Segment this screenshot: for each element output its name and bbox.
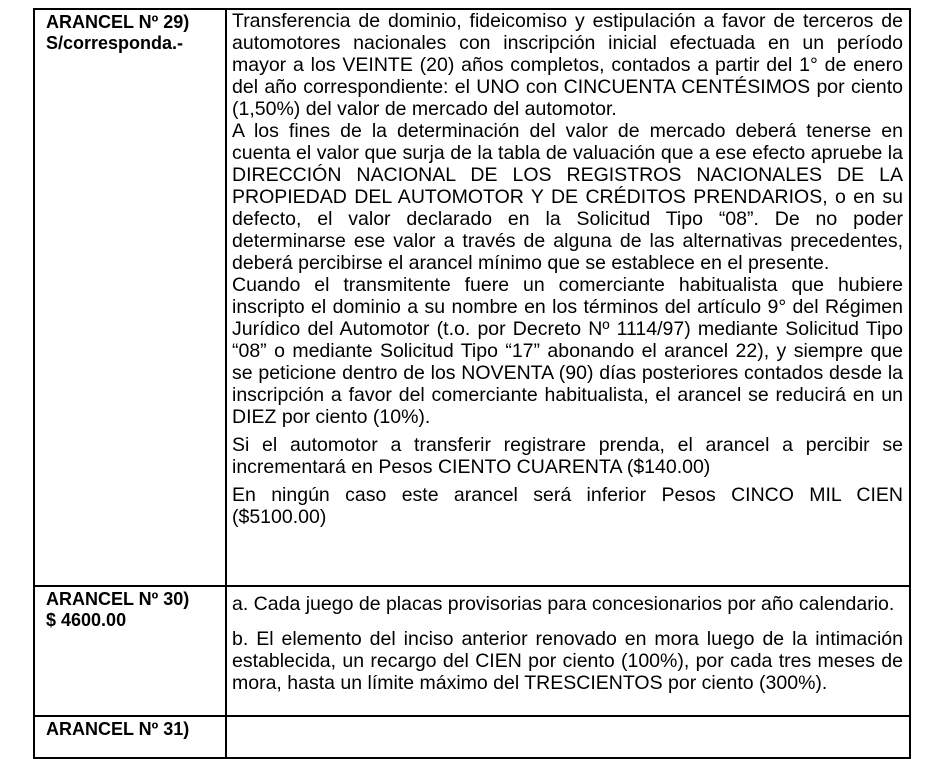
table-row <box>34 716 910 758</box>
arancel-29-paragraph-2: A los fines de la determinación del valor de mercado deberá tenerse en cuenta el valor que surja de la tabla de valuación que a ese efecto apruebe la DIRECCIÓN NACIONAL DE LOS REGISTROS NACIONALES DE LA PROPIEDAD DEL AUTOMOTOR Y DE CRÉDITOS PRENDARIOS, o en su defecto, el valor declarado en la Solicitud Tipo “08”. De no poder determinarse ese valor a través de alguna de las alternativas precedentes, deberá percibirse el arancel mínimo que se establece en el presente. <box>232 120 903 274</box>
arancel-30-description-cell <box>226 586 910 716</box>
arancel-31-label-cell <box>34 716 226 758</box>
table-row <box>34 9 910 586</box>
table-row <box>34 586 910 716</box>
arancel-30-paragraph-a: a. Cada juego de placas provisorias para concesionarios por año calendario. <box>232 593 895 615</box>
arancel-30-label-cell <box>34 586 226 716</box>
arancel-29-paragraph-4: Si el automotor a transferir registrare prenda, el arancel a percibir se incrementará en Pesos CIENTO CUARENTA ($140.00) <box>232 434 903 478</box>
arancel-30-number: ARANCEL Nº 30) <box>46 589 190 609</box>
arancel-31-label <box>35 717 225 740</box>
arancel-31-description-cell <box>226 716 910 758</box>
arancel-29-label-cell <box>34 9 226 586</box>
arancel-30-label <box>35 587 225 631</box>
arancel-29-number: ARANCEL Nº 29) <box>46 12 190 32</box>
arancel-29-amount: S/corresponda.- <box>46 33 184 53</box>
arancel-29-paragraph-3: Cuando el transmitente fuere un comerciante habitualista que hubiere inscripto el dominio a su nombre en los términos del artículo 9° del Régimen Jurídico del Automotor (t.o. por Decreto Nº 1114/97) mediante Solicitud Tipo “08” o mediante Solicitud Tipo “17” abonando el arancel 22), y siempre que se peticione dentro de los NOVENTA (90) días posteriores contados desde la inscripción a favor del comerciante habitualista, el arancel se reducirá en un DIEZ por ciento (10%). <box>232 274 903 428</box>
arancel-29-paragraph-1: Transferencia de dominio, fideicomiso y estipulación a favor de terceros de automotores nacionales con inscripción inicial efectuada en un período mayor a los VEINTE (20) años completos, contados a partir del 1° de enero del año correspondiente: el UNO con CINCUENTA CENTÉSIMOS por ciento (1,50%) del valor de mercado del automotor. <box>232 10 903 120</box>
arancel-29-description-cell <box>226 9 910 586</box>
arancel-30-paragraph-b: b. El elemento del inciso anterior renovado en mora luego de la intimación establecida, un recargo del CIEN por ciento (100%), por cada tres meses de mora, hasta un límite máximo del TRESCIENTOS por ciento (300%). <box>232 628 903 694</box>
arancel-31-number: ARANCEL Nº 31) <box>46 719 190 739</box>
arancel-30-amount: $ 4600.00 <box>46 610 127 630</box>
arancel-29-paragraph-5: En ningún caso este arancel será inferior Pesos CINCO MIL CIEN ($5100.00) <box>232 484 903 528</box>
arancel-29-label <box>35 10 225 54</box>
arancel-table <box>33 8 911 759</box>
